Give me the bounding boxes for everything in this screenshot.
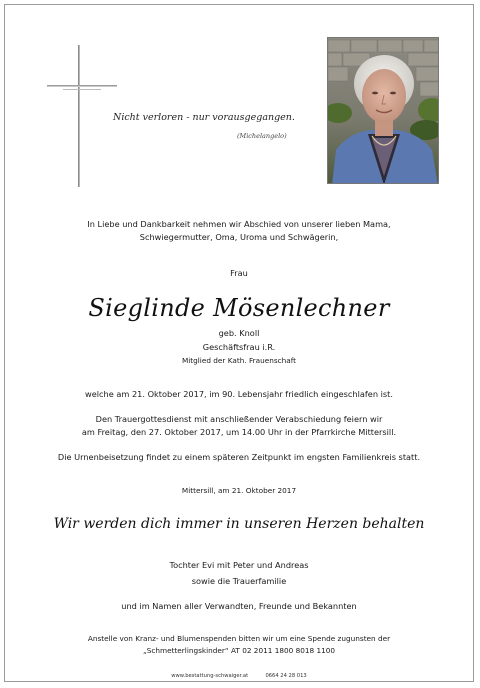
portrait-photo — [327, 37, 439, 184]
quote-attribution: (Michelangelo) — [237, 132, 287, 140]
salutation: Frau — [230, 268, 248, 278]
place-date: Mittersill, am 21. Oktober 2017 — [181, 486, 297, 495]
obituary-card — [4, 4, 474, 682]
footer-website[interactable]: www.bestattung-schwaiger.at — [171, 673, 249, 679]
intro-line-2: Schwiegermutter, Oma, Uroma und Schwägerin, — [139, 232, 339, 242]
service-line-1: Den Trauergottesdienst mit anschließender Verabschiedung feiern wir — [95, 414, 383, 424]
donation-line-1: Anstelle von Kranz- und Blumenspenden bitten wir um eine Spende zugunsten der — [87, 634, 391, 643]
urn-notice: Die Urnenbeisetzung findet zu einem späteren Zeitpunkt im engsten Familienkreis statt. — [57, 452, 421, 462]
deceased-title: Geschäftsfrau i.R. — [202, 342, 276, 352]
deceased-name: Sieglinde Mösenlechner — [88, 294, 390, 322]
service-line-2: am Freitag, den 27. Oktober 2017, um 14.00 Uhr in der Pfarrkirche Mittersill. — [81, 427, 397, 437]
motto: Wir werden dich immer in unseren Herzen behalten — [53, 516, 425, 532]
birth-name: geb. Knoll — [218, 328, 260, 338]
death-notice: welche am 21. Oktober 2017, im 90. Lebensjahr friedlich eingeschlafen ist. — [85, 389, 393, 399]
footer-phone: 0664 24 28 013 — [265, 673, 307, 679]
membership: Mitglied der Kath. Frauenschaft — [181, 356, 297, 365]
quote-text: Nicht verloren - nur vorausgegangen. — [113, 112, 295, 123]
family-line-3: und im Namen aller Verwandten, Freunde und Bekannten — [121, 601, 357, 611]
donation-line-2: „Schmetterlingskinder“ AT 02 2011 1800 8018 1100 — [142, 646, 336, 655]
footer — [5, 673, 473, 679]
intro-line-1: In Liebe und Dankbarkeit nehmen wir Abschied von unserer lieben Mama, — [87, 219, 391, 229]
family-line-1: Tochter Evi mit Peter und Andreas — [169, 560, 309, 570]
family-line-2: sowie die Trauerfamilie — [191, 576, 287, 586]
